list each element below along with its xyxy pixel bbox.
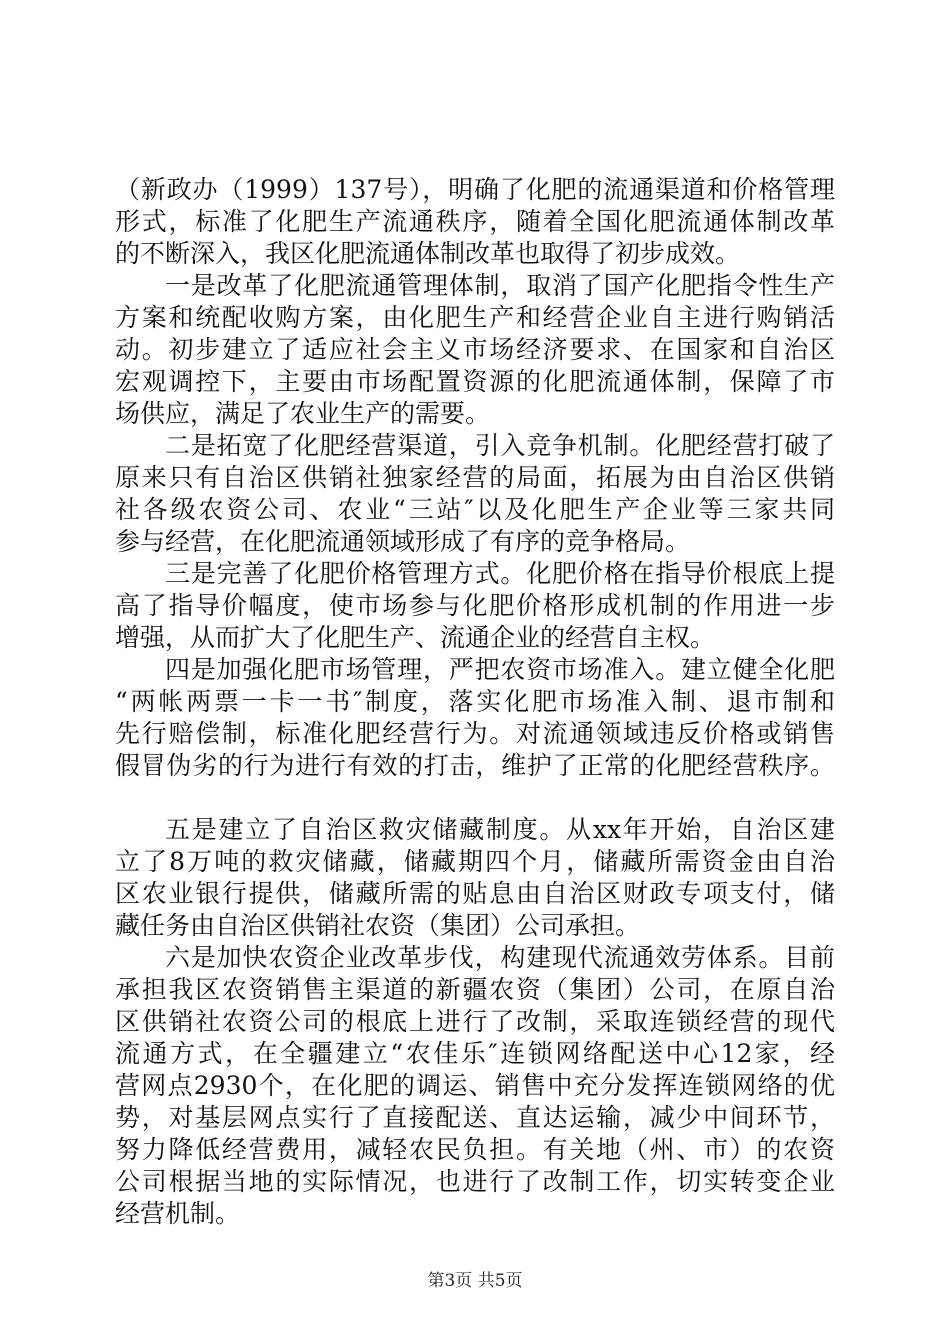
paragraph-line: 假冒伪劣的行为进行有效的打击，维护了正常的化肥经营秩序。 bbox=[115, 751, 835, 780]
paragraph-line: 经营机制。 bbox=[115, 1199, 241, 1228]
paragraph-line: 原来只有自治区供销社独家经营的局面，拓展为由自治区供销 bbox=[115, 463, 835, 492]
paragraph-line: 增强，从而扩大了化肥生产、流通企业的经营自主权。 bbox=[115, 623, 716, 652]
paragraph-line: 宏观调控下，主要由市场配置资源的化肥流通体制，保障了市 bbox=[115, 367, 835, 396]
paragraph-line: 的不断深入，我区化肥流通体制改革也取得了初步成效。 bbox=[115, 239, 741, 268]
paragraph-line: 流通方式，在全疆建立“农佳乐″连锁网络配送中心12家，经 bbox=[115, 1039, 835, 1068]
paragraph-line: 六是加快农资企业改革步伐，构建现代流通效劳体系。目前 bbox=[165, 943, 835, 972]
paragraph-line: 藏任务由自治区供销社农资（集团）公司承担。 bbox=[115, 911, 641, 940]
paragraph-line: 区农业银行提供，储藏所需的贴息由自治区财政专项支付，储 bbox=[115, 879, 835, 908]
paragraph-line: 高了指导价幅度，使市场参与化肥价格形成机制的作用进一步 bbox=[115, 591, 835, 620]
paragraph-line: 四是加强化肥市场管理，严把农资市场准入。建立健全化肥 bbox=[165, 655, 835, 684]
paragraph-line: 三是完善了化肥价格管理方式。化肥价格在指导价根底上提 bbox=[165, 559, 835, 588]
paragraph-line: 动。初步建立了适应社会主义市场经济要求、在国家和自治区 bbox=[115, 335, 835, 364]
paragraph-line: 参与经营，在化肥流通领域形成了有序的竞争格局。 bbox=[115, 527, 691, 556]
paragraph-line: 公司根据当地的实际情况，也进行了改制工作，切实转变企业 bbox=[115, 1167, 835, 1196]
paragraph-line: 营网点2930个，在化肥的调运、销售中充分发挥连锁网络的优 bbox=[115, 1071, 835, 1100]
paragraph-line: 社各级农资公司、农业“三站″以及化肥生产企业等三家共同 bbox=[115, 495, 835, 524]
paragraph-line: 先行赔偿制，标准化肥经营行为。对流通领域违反价格或销售 bbox=[115, 719, 835, 748]
paragraph-line: （新政办（1999）137号），明确了化肥的流通渠道和价格管理 bbox=[115, 175, 835, 204]
paragraph-line: 五是建立了自治区救灾储藏制度。从xx年开始，自治区建 bbox=[165, 815, 835, 844]
paragraph-line: 势，对基层网点实行了直接配送、直达运输，减少中间环节， bbox=[115, 1103, 835, 1132]
paragraph-line: 方案和统配收购方案，由化肥生产和经营企业自主进行购销活 bbox=[115, 303, 835, 332]
paragraph-line: 二是拓宽了化肥经营渠道，引入竞争机制。化肥经营打破了 bbox=[165, 431, 835, 460]
paragraph-line: 一是改革了化肥流通管理体制，取消了国产化肥指令性生产 bbox=[165, 271, 835, 300]
page-number-footer: 第3页 共5页 bbox=[427, 1271, 523, 1291]
paragraph-line: 形式，标准了化肥生产流通秩序，随着全国化肥流通体制改革 bbox=[115, 207, 835, 236]
paragraph-line: 立了8万吨的救灾储藏，储藏期四个月，储藏所需资金由自治 bbox=[115, 847, 835, 876]
paragraph-line: 承担我区农资销售主渠道的新疆农资（集团）公司，在原自治 bbox=[115, 975, 835, 1004]
paragraph-line: 场供应，满足了农业生产的需要。 bbox=[115, 399, 491, 428]
paragraph-line: 努力降低经营费用，减轻农民负担。有关地（州、市）的农资 bbox=[115, 1135, 835, 1164]
paragraph-line: 区供销社农资公司的根底上进行了改制，采取连锁经营的现代 bbox=[115, 1007, 835, 1036]
paragraph-line: “两帐两票一卡一书″制度，落实化肥市场准入制、退市制和 bbox=[115, 687, 835, 716]
